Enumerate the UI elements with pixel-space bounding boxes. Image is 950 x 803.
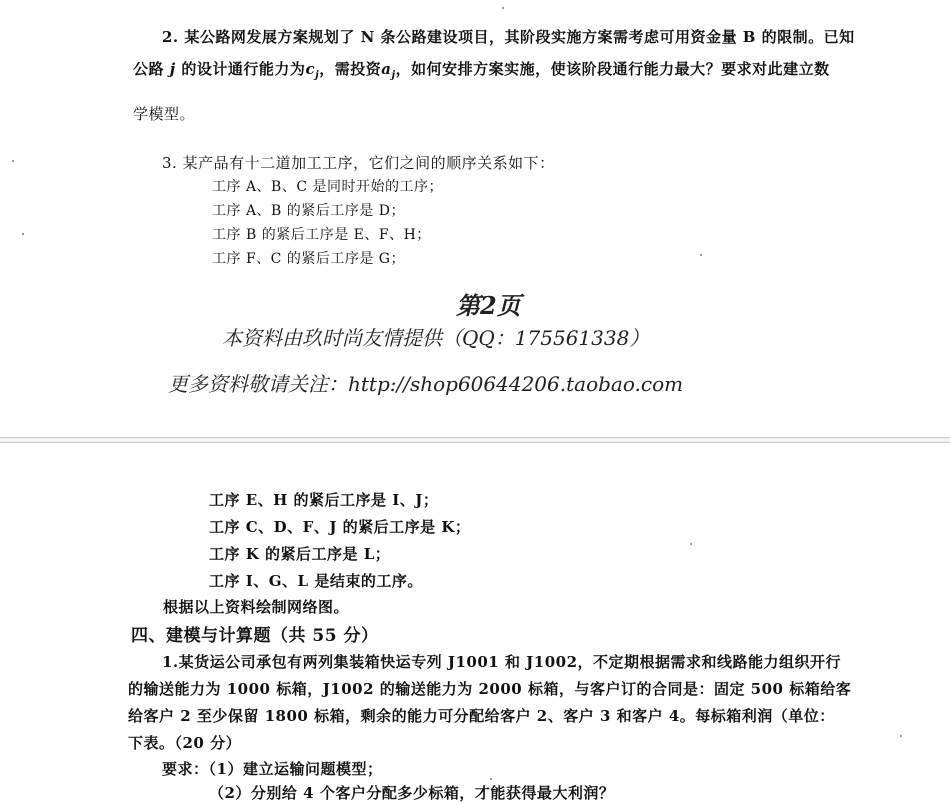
handwritten-provider-note: 本资料由玖时尚友情提供（QQ：175561338） [222, 326, 650, 350]
question-2-line-3: 学模型。 [133, 105, 196, 123]
q2-sub-j-2: j [391, 70, 396, 81]
question-3-intro: 3. 某产品有十二道加工工序，它们之间的顺序关系如下： [162, 154, 555, 172]
handwritten-page-label: 第2页 [456, 291, 521, 320]
q2-var-j: j [169, 60, 176, 78]
question-2-line-1: 2. 某公路网发展方案规划了 N 条公路建设项目，其阶段实施方案需考虑可用资金量 B 的限制。已知 [162, 28, 855, 46]
q2-text-b: 的设计通行能力为 [181, 60, 306, 78]
scan-speck [22, 233, 24, 235]
section-4-title: 四、建模与计算题（共 55 分） [131, 626, 379, 646]
p2-item-2: 工序 C、D、F、J 的紧后工序是 K； [209, 518, 471, 536]
q2-sub-j-1: j [315, 70, 320, 81]
handwritten-more-info-note: 更多资料敬请关注：http://shop60644206.taobao.com [168, 372, 684, 396]
q2-text-d: ，如何安排方案实施，使该阶段通行能力最大？要求对此建立数 [395, 60, 830, 78]
requirement-1-text: （1）建立运输问题模型； [208, 760, 383, 778]
requirement-1 [162, 758, 382, 779]
p2-item-1: 工序 E、H 的紧后工序是 I、J； [209, 491, 439, 509]
draw-network-instruction: 根据以上资料绘制网络图。 [163, 598, 350, 616]
requirement-2: （2）分别给 4 个客户分配多少标箱，才能获得最大利润？ [209, 784, 615, 802]
scan-speck [690, 543, 692, 545]
scan-speck [900, 735, 902, 737]
q3-item-4: 工序 F、C 的紧后工序是 G； [212, 251, 405, 267]
q3-item-2: 工序 A、B 的紧后工序是 D； [212, 203, 405, 219]
problem-1-line-3: 给客户 2 至少保留 1800 标箱，剩余的能力可分配给客户 2、客户 3 和客户 4。每标箱利润（单位： [128, 707, 835, 725]
problem-1-line-2: 的输送能力为 1000 标箱，J1002 的输送能力为 2000 标箱，与客户订的合同是：固定 500 标箱给客 [128, 680, 852, 698]
problem-1-line-4: 下表。（20 分） [128, 734, 242, 752]
document-page-bottom [0, 443, 950, 800]
requirement-label: 要求： [162, 760, 209, 778]
scan-speck [700, 254, 702, 256]
q3-item-3: 工序 B 的紧后工序是 E、F、H； [212, 227, 431, 243]
q2-text-c: ，需投资 [319, 60, 382, 78]
question-2-line-2 [133, 58, 830, 81]
q2-text-a: 公路 [133, 60, 165, 78]
p2-item-4: 工序 I、G、L 是结束的工序。 [209, 572, 423, 590]
problem-1-line-1: 1.某货运公司承包有两列集装箱快运专列 J1001 和 J1002，不定期根据需求和线路能力组织开行 [162, 653, 842, 671]
q2-var-a: a [381, 60, 392, 78]
scan-speck [502, 7, 504, 9]
scan-speck [12, 160, 14, 162]
scan-speck [490, 778, 492, 780]
p2-item-3: 工序 K 的紧后工序是 L； [209, 545, 391, 563]
q2-var-c: c [305, 60, 316, 78]
q3-item-1: 工序 A、B、C 是同时开始的工序； [212, 179, 444, 195]
